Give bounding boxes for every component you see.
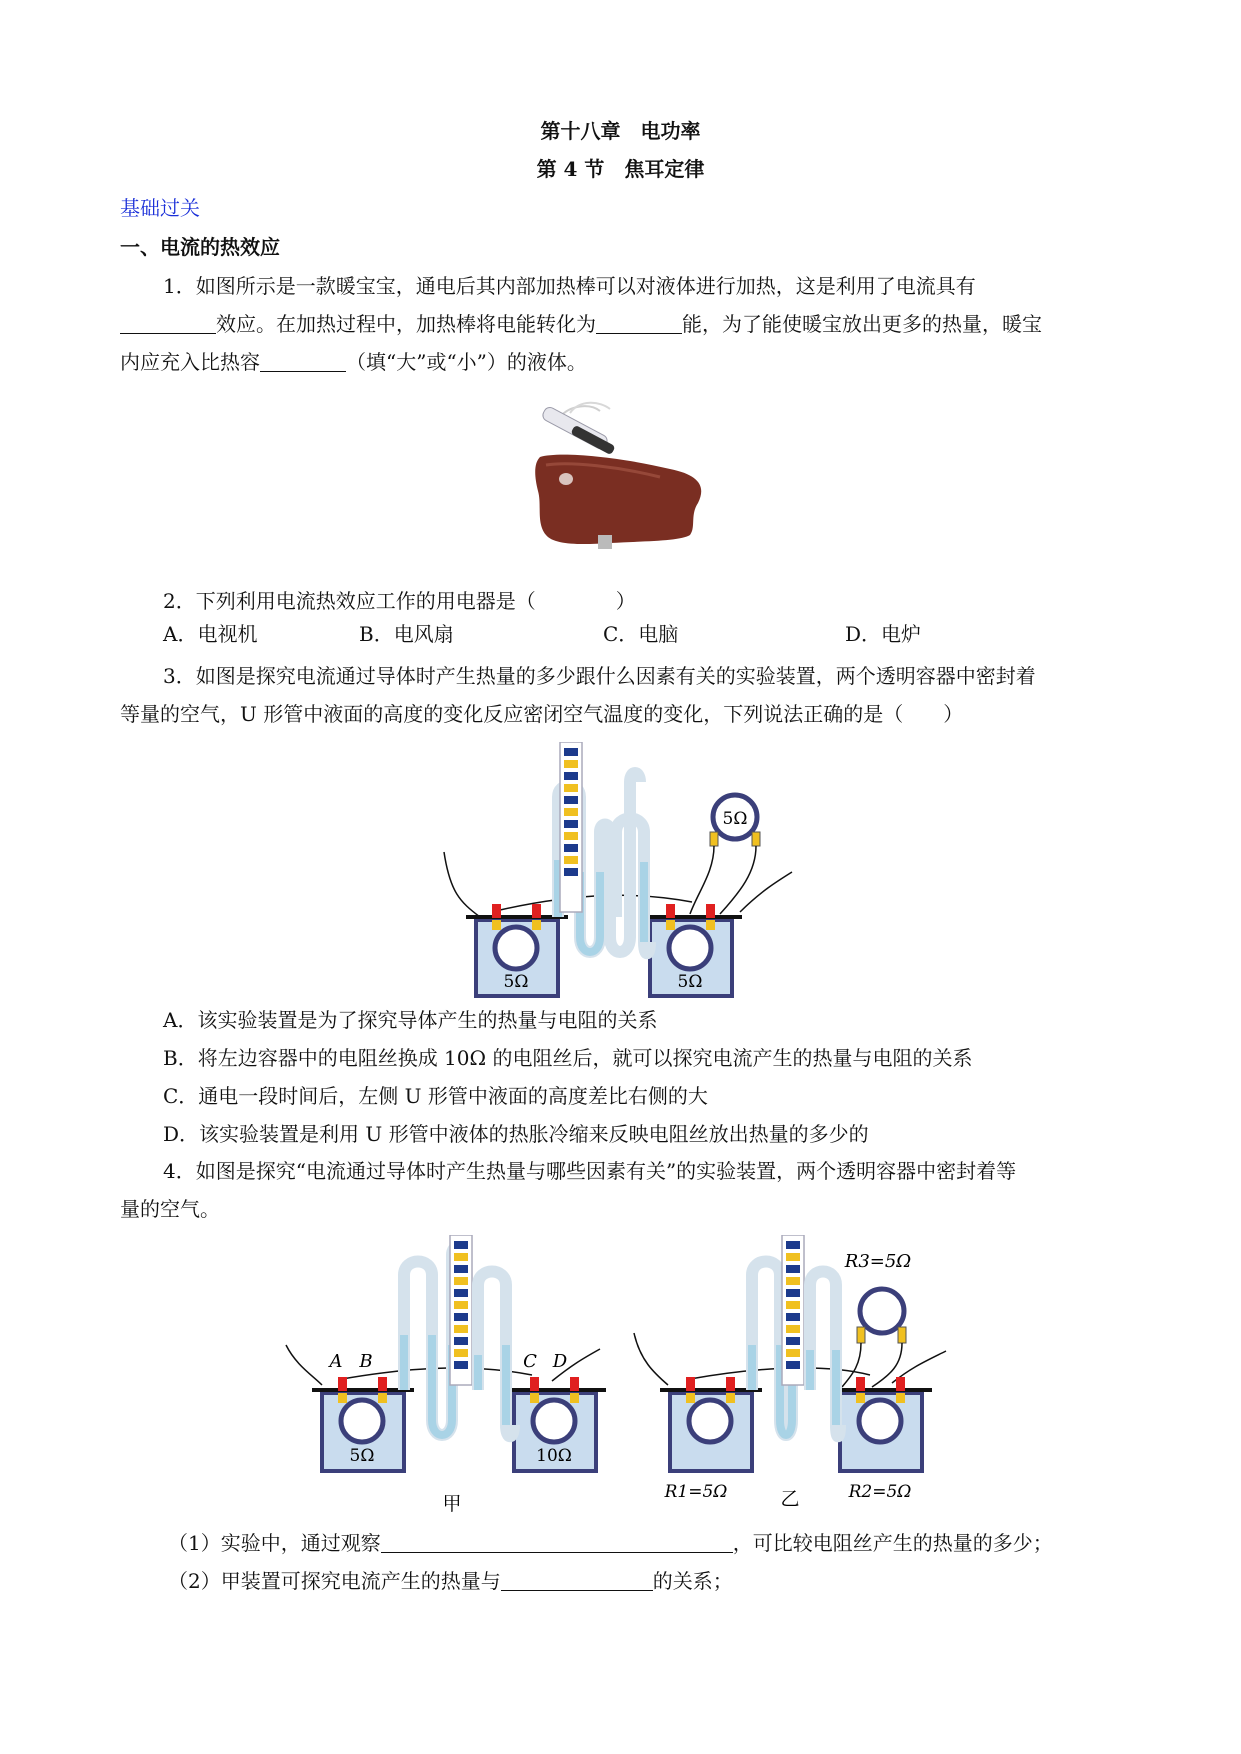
chapter-title: 第十八章 电功率 bbox=[540, 119, 701, 143]
answer-blank[interactable] bbox=[596, 313, 682, 334]
q2-stem: 2．下列利用电流热效应工作的用电器是（ ） bbox=[163, 589, 636, 613]
part-title: 一、电流的热效应 bbox=[120, 235, 280, 259]
answer-blank[interactable] bbox=[381, 1532, 733, 1553]
q3-line2: 等量的空气，U 形管中液面的高度的变化反应密闭空气温度的变化，下列说法正确的是（ ） bbox=[120, 702, 964, 726]
scale-ruler bbox=[454, 1241, 468, 1369]
r1-label: R1=5Ω bbox=[664, 1482, 728, 1502]
answer-blank[interactable] bbox=[260, 351, 346, 372]
q3-option-b[interactable]: B．将左边容器中的电阻丝换成 10Ω 的电阻丝后，就可以探究电流产生的热量与电阻的关系 bbox=[163, 1046, 973, 1070]
top-resistor-label: 5Ω bbox=[722, 809, 748, 829]
terminal-d-label: D bbox=[552, 1351, 568, 1372]
q3-option-d[interactable]: D．该实验装置是利用 U 形管中液体的热胀冷缩来反映电阻丝放出热量的多少的 bbox=[163, 1122, 869, 1146]
q4-sub2: （2）甲装置可探究电流产生的热量与 的关系； bbox=[168, 1569, 733, 1593]
jia-caption: 甲 bbox=[442, 1493, 462, 1515]
q1-line2: 效应。在加热过程中，加热棒将电能转化为 能，为了能使暖宝放出更多的热量，暖宝 bbox=[120, 305, 1120, 343]
right-resistor-label: 5Ω bbox=[677, 972, 703, 992]
warm-bag-image bbox=[530, 395, 710, 555]
answer-blank[interactable] bbox=[501, 1570, 653, 1591]
jia-left-resistor-label: 5Ω bbox=[349, 1446, 375, 1466]
answer-blank[interactable] bbox=[120, 313, 216, 334]
section-label: 基础过关 bbox=[120, 196, 200, 220]
r3-label: R3=5Ω bbox=[844, 1251, 912, 1272]
q4-figure-yi bbox=[630, 1235, 970, 1520]
r2-label: R2=5Ω bbox=[848, 1482, 912, 1502]
terminal-c-label: C bbox=[523, 1351, 537, 1372]
left-resistor-label: 5Ω bbox=[503, 972, 529, 992]
scale-ruler bbox=[564, 748, 578, 876]
q1-line3: 内应充入比热容 （填“大”或“小”）的液体。 bbox=[120, 350, 587, 374]
terminal-a-label: A bbox=[329, 1351, 343, 1372]
scale-ruler bbox=[786, 1241, 800, 1369]
jia-right-resistor-label: 10Ω bbox=[536, 1446, 572, 1466]
q3-line1: 3．如图是探究电流通过导体时产生热量的多少跟什么因素有关的实验装置，两个透明容器中密封着 bbox=[163, 664, 1036, 688]
q2-option-b[interactable]: B．电风扇 bbox=[359, 622, 454, 646]
q2-option-a[interactable]: A．电视机 bbox=[163, 622, 258, 646]
q3-option-c[interactable]: C．通电一段时间后，左侧 U 形管中液面的高度差比右侧的大 bbox=[163, 1084, 708, 1108]
q4-line1: 4．如图是探究“电流通过导体时产生热量与哪些因素有关”的实验装置，两个透明容器中密封着等 bbox=[163, 1159, 1017, 1183]
q1-line1: 1．如图所示是一款暖宝宝，通电后其内部加热棒可以对液体进行加热，这是利用了电流具有 bbox=[163, 274, 976, 298]
terminal-b-label: B bbox=[359, 1351, 373, 1372]
q4-figure-jia bbox=[282, 1235, 612, 1515]
q3-option-a[interactable]: A．该实验装置是为了探究导体产生的热量与电阻的关系 bbox=[163, 1008, 658, 1032]
q4-line2: 量的空气。 bbox=[120, 1197, 220, 1221]
q4-sub1: （1）实验中，通过观察 ，可比较电阻丝产生的热量的多少； bbox=[168, 1531, 1053, 1555]
q2-option-d[interactable]: D．电炉 bbox=[845, 622, 922, 646]
q3-experiment-figure bbox=[440, 742, 800, 1002]
q2-option-c[interactable]: C．电脑 bbox=[603, 622, 679, 646]
yi-caption: 乙 bbox=[780, 1488, 800, 1510]
section-title: 第 4 节 焦耳定律 bbox=[536, 157, 705, 181]
